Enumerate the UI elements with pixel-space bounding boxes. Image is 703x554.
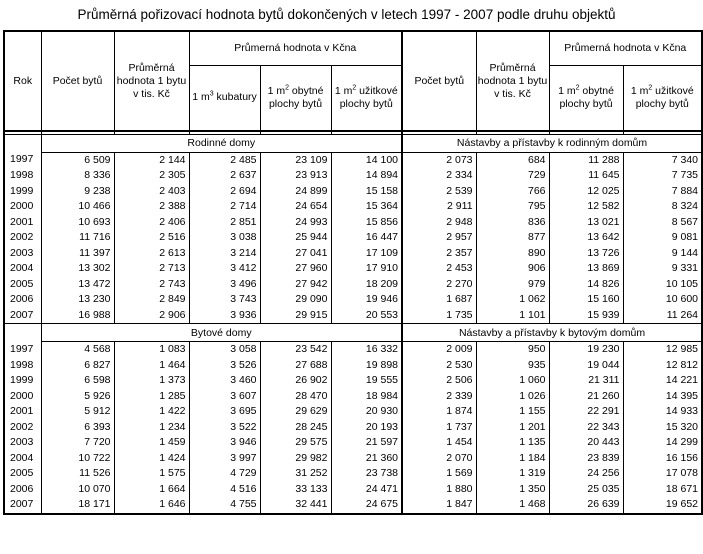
value-cell: 1 422 (114, 404, 189, 420)
value-cell: 7 735 (623, 168, 702, 184)
value-cell: 3 607 (189, 389, 260, 405)
value-cell: 3 526 (189, 358, 260, 374)
value-cell: 10 105 (623, 277, 702, 293)
header-m2-obytne-2: 1 $m^2$ obytné plochy bytů (549, 65, 623, 131)
value-cell: 31 252 (260, 466, 331, 482)
value-cell: 2 144 (114, 152, 189, 168)
value-cell: 33 133 (260, 482, 331, 498)
table-row (4, 451, 702, 467)
value-cell: 14 221 (623, 373, 702, 389)
value-cell: 32 441 (260, 497, 331, 514)
value-cell: 2 911 (402, 199, 476, 215)
value-cell: 2 516 (114, 230, 189, 246)
year-cell: 2007 (4, 497, 41, 514)
value-cell: 1 285 (114, 389, 189, 405)
value-cell: 14 100 (331, 152, 402, 168)
value-cell: 1 155 (476, 404, 549, 420)
value-cell: 16 156 (623, 451, 702, 467)
value-cell: 24 675 (331, 497, 402, 514)
value-cell: 26 639 (549, 497, 623, 514)
table-row (4, 389, 702, 405)
year-cell: 1999 (4, 184, 41, 200)
value-cell: 2 613 (114, 246, 189, 262)
value-cell: 23 839 (549, 451, 623, 467)
value-cell: 19 946 (331, 292, 402, 308)
year-cell: 1998 (4, 168, 41, 184)
year-cell: 2000 (4, 199, 41, 215)
value-cell: 6 393 (41, 420, 114, 436)
value-cell: 28 245 (260, 420, 331, 436)
value-cell: 2 073 (402, 152, 476, 168)
value-cell: 12 812 (623, 358, 702, 374)
header-m3-kubatury: 1 $m^3$ kubatury (189, 65, 260, 131)
value-cell: 6 509 (41, 152, 114, 168)
value-cell: 890 (476, 246, 549, 262)
value-cell: 27 942 (260, 277, 331, 293)
table-row (4, 230, 702, 246)
value-cell: 2 530 (402, 358, 476, 374)
value-cell: 10 070 (41, 482, 114, 498)
year-cell: 1997 (4, 342, 41, 358)
value-cell: 1 464 (114, 358, 189, 374)
value-cell: 23 738 (331, 466, 402, 482)
header-prumerna-hodnota-1: Průměrná hodnota 1 bytu v tis. Kč (114, 31, 189, 131)
year-cell: 2002 (4, 420, 41, 436)
value-cell: 16 332 (331, 342, 402, 358)
value-cell: 15 158 (331, 184, 402, 200)
value-cell: 2 453 (402, 261, 476, 277)
value-cell: 17 078 (623, 466, 702, 482)
value-cell: 14 299 (623, 435, 702, 451)
value-cell: 27 960 (260, 261, 331, 277)
table-row (4, 184, 702, 200)
value-cell: 8 324 (623, 199, 702, 215)
value-cell: 10 722 (41, 451, 114, 467)
value-cell: 3 695 (189, 404, 260, 420)
table-row (4, 420, 702, 436)
value-cell: 16 447 (331, 230, 402, 246)
year-cell: 1997 (4, 152, 41, 168)
value-cell: 29 982 (260, 451, 331, 467)
value-cell: 13 021 (549, 215, 623, 231)
value-cell: 1 459 (114, 435, 189, 451)
value-cell: 11 526 (41, 466, 114, 482)
value-cell: 23 913 (260, 168, 331, 184)
value-cell: 22 343 (549, 420, 623, 436)
year-cell: 2001 (4, 404, 41, 420)
value-cell: 2 270 (402, 277, 476, 293)
value-cell: 2 957 (402, 230, 476, 246)
value-cell: 766 (476, 184, 549, 200)
value-cell: 7 884 (623, 184, 702, 200)
value-cell: 20 930 (331, 404, 402, 420)
value-cell: 18 671 (623, 482, 702, 498)
value-cell: 3 460 (189, 373, 260, 389)
table-row (4, 497, 702, 514)
value-cell: 9 081 (623, 230, 702, 246)
value-cell: 1 350 (476, 482, 549, 498)
table-row (4, 308, 702, 324)
value-cell: 10 600 (623, 292, 702, 308)
value-cell: 10 466 (41, 199, 114, 215)
header-m2-uzitkove-1: 1 $m^2$ užitkové plochy bytů (331, 65, 402, 131)
value-cell: 1 687 (402, 292, 476, 308)
value-cell: 1 847 (402, 497, 476, 514)
value-cell: 29 575 (260, 435, 331, 451)
year-cell: 2007 (4, 308, 41, 324)
year-cell: 2006 (4, 292, 41, 308)
value-cell: 19 044 (549, 358, 623, 374)
value-cell: 14 933 (623, 404, 702, 420)
value-cell: 8 567 (623, 215, 702, 231)
value-cell: 28 470 (260, 389, 331, 405)
value-cell: 24 256 (549, 466, 623, 482)
value-cell: 3 058 (189, 342, 260, 358)
value-cell: 1 735 (402, 308, 476, 324)
value-cell: 5 912 (41, 404, 114, 420)
header-m2-obytne-1: 1 $m^2$ obytné plochy bytů (260, 65, 331, 131)
value-cell: 19 898 (331, 358, 402, 374)
value-cell: 1 424 (114, 451, 189, 467)
value-cell: 15 939 (549, 308, 623, 324)
year-cell: 2005 (4, 277, 41, 293)
value-cell: 11 716 (41, 230, 114, 246)
value-cell: 1 083 (114, 342, 189, 358)
section-row-2 (4, 324, 702, 342)
value-cell: 25 944 (260, 230, 331, 246)
value-cell: 1 468 (476, 497, 549, 514)
section-bytove-domy: Bytové domy (41, 324, 402, 342)
value-cell: 24 471 (331, 482, 402, 498)
value-cell: 13 642 (549, 230, 623, 246)
year-cell: 2003 (4, 435, 41, 451)
table-row (4, 168, 702, 184)
value-cell: 3 522 (189, 420, 260, 436)
data-table (3, 30, 703, 515)
value-cell: 1 646 (114, 497, 189, 514)
value-cell: 2 743 (114, 277, 189, 293)
value-cell: 29 090 (260, 292, 331, 308)
value-cell: 8 336 (41, 168, 114, 184)
table-row (4, 277, 702, 293)
value-cell: 6 598 (41, 373, 114, 389)
value-cell: 795 (476, 199, 549, 215)
value-cell: 14 395 (623, 389, 702, 405)
value-cell: 9 144 (623, 246, 702, 262)
table-title: Průměrná pořizovací hodnota bytů dokončených v letech 1997 - 2007 podle druhu objektů (77, 7, 616, 22)
value-cell: 11 645 (549, 168, 623, 184)
block-rodinne-domy (4, 152, 702, 324)
header-prumerna-hodnota-2: Průměrná hodnota 1 bytu v tis. Kč (476, 31, 549, 131)
value-cell: 1 062 (476, 292, 549, 308)
table-row (4, 466, 702, 482)
value-cell: 1 737 (402, 420, 476, 436)
value-cell: 1 026 (476, 389, 549, 405)
value-cell: 19 555 (331, 373, 402, 389)
value-cell: 19 230 (549, 342, 623, 358)
value-cell: 3 214 (189, 246, 260, 262)
value-cell: 3 997 (189, 451, 260, 467)
section-rodinne-domy: Rodinné domy (41, 134, 402, 152)
value-cell: 950 (476, 342, 549, 358)
value-cell: 2 388 (114, 199, 189, 215)
table-header (4, 31, 702, 134)
value-cell: 17 910 (331, 261, 402, 277)
value-cell: 10 693 (41, 215, 114, 231)
value-cell: 1 319 (476, 466, 549, 482)
value-cell: 2 694 (189, 184, 260, 200)
header-prumerna-hodnota-kcna-1: Průmerná hodnota v Kčna (189, 31, 402, 65)
value-cell: 29 629 (260, 404, 331, 420)
value-cell: 27 041 (260, 246, 331, 262)
value-cell: 21 311 (549, 373, 623, 389)
value-cell: 1 234 (114, 420, 189, 436)
header-pocet-bytu-2: Počet bytů (402, 31, 476, 131)
value-cell: 24 899 (260, 184, 331, 200)
value-cell: 20 193 (331, 420, 402, 436)
section-nastavby-bytove: Nástavby a přístavby k bytovým domům (402, 324, 702, 342)
table-row (4, 261, 702, 277)
value-cell: 836 (476, 215, 549, 231)
value-cell: 12 025 (549, 184, 623, 200)
year-cell: 2006 (4, 482, 41, 498)
value-cell: 3 038 (189, 230, 260, 246)
value-cell: 979 (476, 277, 549, 293)
value-cell: 3 496 (189, 277, 260, 293)
value-cell: 15 160 (549, 292, 623, 308)
value-cell: 21 260 (549, 389, 623, 405)
value-cell: 19 652 (623, 497, 702, 514)
table-row (4, 435, 702, 451)
value-cell: 11 288 (549, 152, 623, 168)
header-rok: Rok (4, 31, 41, 131)
value-cell: 2 849 (114, 292, 189, 308)
value-cell: 2 009 (402, 342, 476, 358)
year-cell: 2005 (4, 466, 41, 482)
value-cell: 2 406 (114, 215, 189, 231)
year-cell: 1998 (4, 358, 41, 374)
section-nastavby-rodinne: Nástavby a přístavby k rodinným domům (402, 134, 702, 152)
value-cell: 1 880 (402, 482, 476, 498)
value-cell: 4 755 (189, 497, 260, 514)
table-row (4, 373, 702, 389)
value-cell: 935 (476, 358, 549, 374)
value-cell: 24 993 (260, 215, 331, 231)
value-cell: 2 070 (402, 451, 476, 467)
value-cell: 729 (476, 168, 549, 184)
value-cell: 3 936 (189, 308, 260, 324)
value-cell: 2 506 (402, 373, 476, 389)
value-cell: 29 915 (260, 308, 331, 324)
value-cell: 2 334 (402, 168, 476, 184)
block-bytove-domy (4, 342, 702, 514)
value-cell: 3 743 (189, 292, 260, 308)
value-cell: 2 305 (114, 168, 189, 184)
year-cell: 2004 (4, 261, 41, 277)
table-row (4, 246, 702, 262)
table-row (4, 358, 702, 374)
header-pocet-bytu-1: Počet bytů (41, 31, 114, 131)
value-cell: 18 984 (331, 389, 402, 405)
value-cell: 7 340 (623, 152, 702, 168)
value-cell: 5 926 (41, 389, 114, 405)
value-cell: 4 516 (189, 482, 260, 498)
value-cell: 684 (476, 152, 549, 168)
value-cell: 17 109 (331, 246, 402, 262)
value-cell: 18 209 (331, 277, 402, 293)
value-cell: 15 856 (331, 215, 402, 231)
value-cell: 4 568 (41, 342, 114, 358)
value-cell: 906 (476, 261, 549, 277)
value-cell: 9 331 (623, 261, 702, 277)
value-cell: 12 582 (549, 199, 623, 215)
value-cell: 15 320 (623, 420, 702, 436)
value-cell: 1 060 (476, 373, 549, 389)
value-cell: 2 948 (402, 215, 476, 231)
value-cell: 2 637 (189, 168, 260, 184)
value-cell: 1 874 (402, 404, 476, 420)
value-cell: 2 403 (114, 184, 189, 200)
year-cell: 2001 (4, 215, 41, 231)
value-cell: 21 597 (331, 435, 402, 451)
value-cell: 1 454 (402, 435, 476, 451)
value-cell: 1 575 (114, 466, 189, 482)
table-row (4, 152, 702, 168)
value-cell: 7 720 (41, 435, 114, 451)
value-cell: 11 264 (623, 308, 702, 324)
value-cell: 20 443 (549, 435, 623, 451)
value-cell: 20 553 (331, 308, 402, 324)
value-cell: 4 729 (189, 466, 260, 482)
value-cell: 6 827 (41, 358, 114, 374)
value-cell: 3 946 (189, 435, 260, 451)
table-row (4, 342, 702, 358)
value-cell: 2 906 (114, 308, 189, 324)
value-cell: 13 869 (549, 261, 623, 277)
table-body (4, 134, 702, 152)
value-cell: 16 988 (41, 308, 114, 324)
value-cell: 22 291 (549, 404, 623, 420)
value-cell: 13 302 (41, 261, 114, 277)
value-cell: 27 688 (260, 358, 331, 374)
value-cell: 11 397 (41, 246, 114, 262)
table-row (4, 482, 702, 498)
value-cell: 14 826 (549, 277, 623, 293)
value-cell: 15 364 (331, 199, 402, 215)
value-cell: 2 851 (189, 215, 260, 231)
value-cell: 18 171 (41, 497, 114, 514)
value-cell: 24 654 (260, 199, 331, 215)
value-cell: 1 569 (402, 466, 476, 482)
value-cell: 13 230 (41, 292, 114, 308)
value-cell: 12 985 (623, 342, 702, 358)
header-m2-uzitkove-2: 1 $m^2$ užitkové plochy bytů (623, 65, 702, 131)
value-cell: 26 902 (260, 373, 331, 389)
value-cell: 2 539 (402, 184, 476, 200)
year-cell: 2004 (4, 451, 41, 467)
value-cell: 13 726 (549, 246, 623, 262)
table-row (4, 199, 702, 215)
value-cell: 1 135 (476, 435, 549, 451)
table-row (4, 292, 702, 308)
value-cell: 1 184 (476, 451, 549, 467)
value-cell: 21 360 (331, 451, 402, 467)
value-cell: 2 713 (114, 261, 189, 277)
value-cell: 2 714 (189, 199, 260, 215)
table-row (4, 215, 702, 231)
year-cell: 2002 (4, 230, 41, 246)
table-row (4, 404, 702, 420)
value-cell: 9 238 (41, 184, 114, 200)
value-cell: 1 101 (476, 308, 549, 324)
value-cell: 2 339 (402, 389, 476, 405)
value-cell: 1 201 (476, 420, 549, 436)
value-cell: 1 664 (114, 482, 189, 498)
value-cell: 14 894 (331, 168, 402, 184)
year-cell: 2003 (4, 246, 41, 262)
year-cell: 1999 (4, 373, 41, 389)
value-cell: 23 542 (260, 342, 331, 358)
value-cell: 25 035 (549, 482, 623, 498)
value-cell: 2 357 (402, 246, 476, 262)
value-cell: 13 472 (41, 277, 114, 293)
value-cell: 1 373 (114, 373, 189, 389)
value-cell: 3 412 (189, 261, 260, 277)
value-cell: 877 (476, 230, 549, 246)
value-cell: 23 109 (260, 152, 331, 168)
header-prumerna-hodnota-kcna-2: Průmerná hodnota v Kčna (549, 31, 702, 65)
value-cell: 2 485 (189, 152, 260, 168)
year-cell: 2000 (4, 389, 41, 405)
